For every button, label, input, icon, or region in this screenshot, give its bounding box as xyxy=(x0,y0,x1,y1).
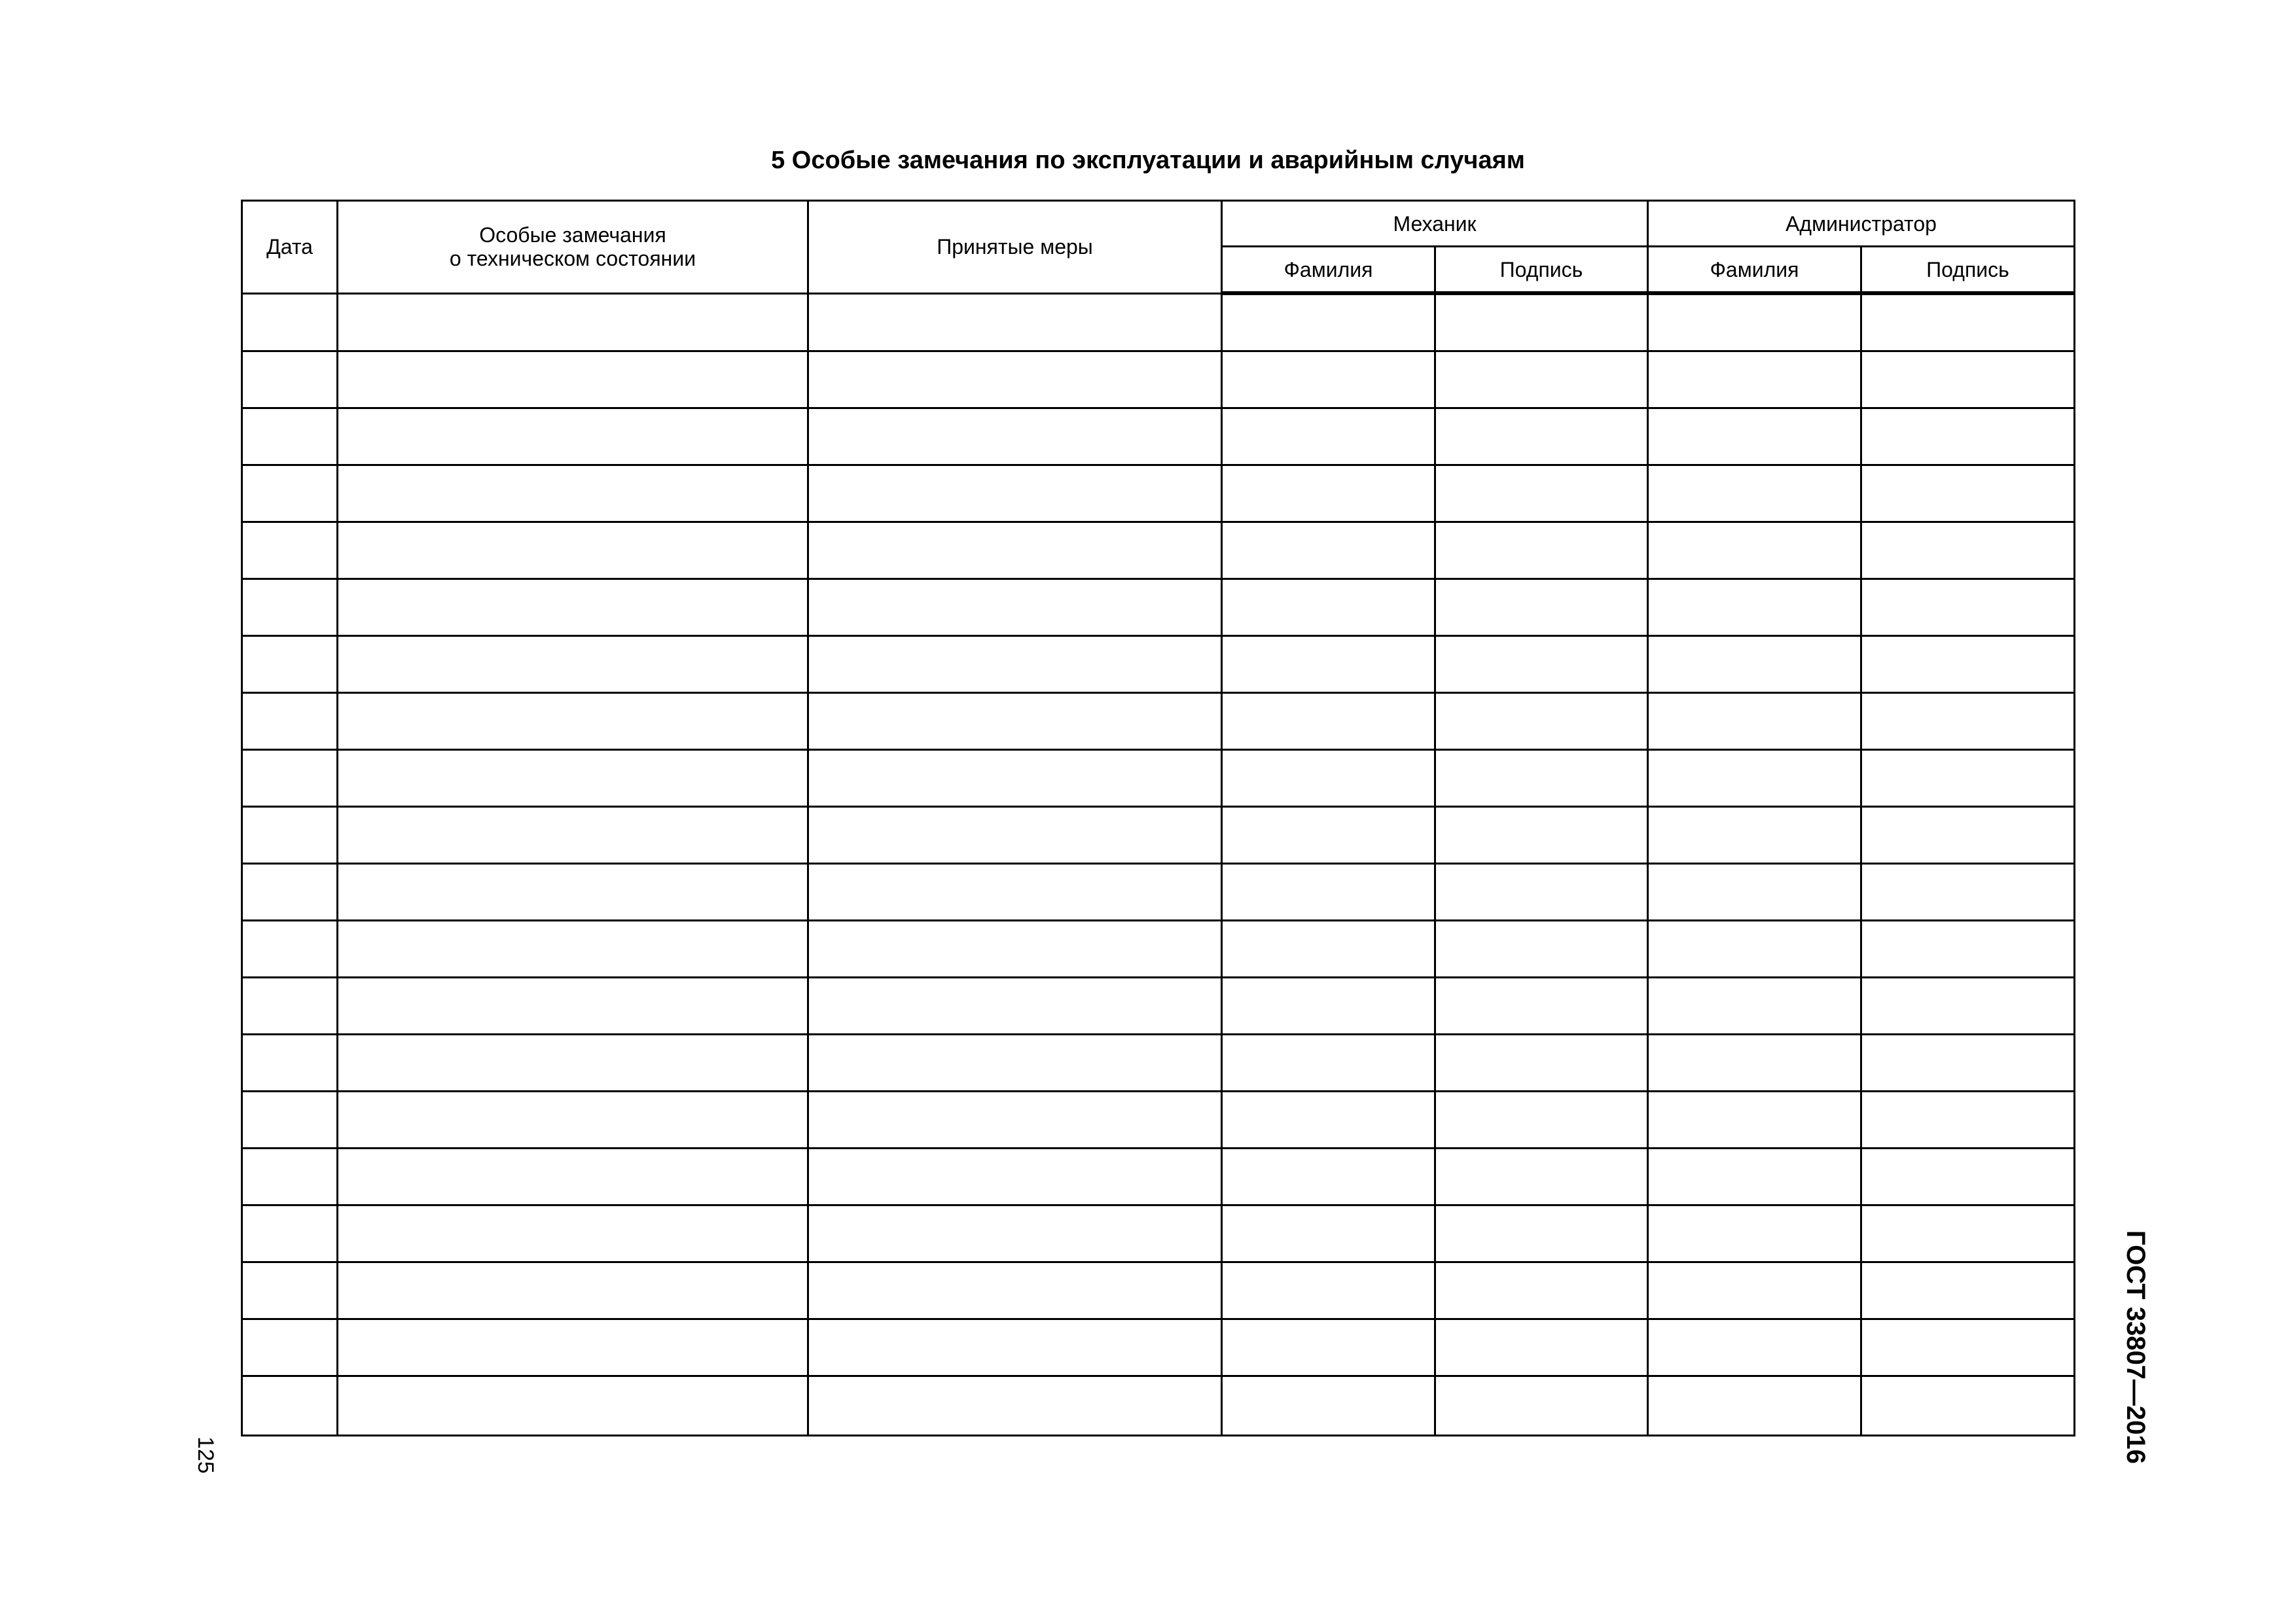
table-row xyxy=(242,408,2075,465)
remarks-cell xyxy=(338,978,808,1035)
measures-cell xyxy=(808,522,1222,579)
measures-cell xyxy=(808,921,1222,978)
admin-surname-cell xyxy=(1648,351,1861,408)
admin-surname-cell xyxy=(1648,1205,1861,1262)
admin-signature-cell xyxy=(1861,807,2075,864)
admin-signature-cell xyxy=(1861,1205,2075,1262)
remarks-cell xyxy=(338,807,808,864)
mechanic-signature-cell xyxy=(1435,1035,1648,1092)
table-row xyxy=(242,921,2075,978)
mechanic-surname-cell xyxy=(1222,351,1435,408)
measures-cell xyxy=(808,807,1222,864)
header-admin-signature: Подпись xyxy=(1861,247,2075,294)
mechanic-signature-cell xyxy=(1435,522,1648,579)
mechanic-signature-cell xyxy=(1435,750,1648,807)
admin-signature-cell xyxy=(1861,1262,2075,1319)
remarks-cell xyxy=(338,750,808,807)
measures-cell xyxy=(808,1376,1222,1436)
admin-surname-cell xyxy=(1648,636,1861,693)
admin-surname-cell xyxy=(1648,293,1861,351)
admin-surname-cell xyxy=(1648,978,1861,1035)
mechanic-surname-cell xyxy=(1222,579,1435,636)
table-header xyxy=(242,201,2075,294)
table-row xyxy=(242,1262,2075,1319)
mechanic-surname-cell xyxy=(1222,465,1435,522)
mechanic-signature-cell xyxy=(1435,1376,1648,1436)
admin-signature-cell xyxy=(1861,465,2075,522)
date-cell xyxy=(242,921,338,978)
measures-cell xyxy=(808,293,1222,351)
mechanic-surname-cell xyxy=(1222,1149,1435,1205)
date-cell xyxy=(242,1319,338,1376)
admin-signature-cell xyxy=(1861,293,2075,351)
admin-surname-cell xyxy=(1648,1262,1861,1319)
admin-signature-cell xyxy=(1861,1035,2075,1092)
mechanic-signature-cell xyxy=(1435,579,1648,636)
table-row xyxy=(242,693,2075,750)
admin-signature-cell xyxy=(1861,1319,2075,1376)
admin-surname-cell xyxy=(1648,465,1861,522)
measures-cell xyxy=(808,693,1222,750)
date-cell xyxy=(242,465,338,522)
measures-cell xyxy=(808,1035,1222,1092)
mechanic-surname-cell xyxy=(1222,807,1435,864)
header-remarks-line2: о техническом состоянии xyxy=(449,247,696,271)
remarks-cell xyxy=(338,522,808,579)
table-row xyxy=(242,579,2075,636)
page-number: 125 xyxy=(193,1436,218,1474)
mechanic-surname-cell xyxy=(1222,1376,1435,1436)
mechanic-signature-cell xyxy=(1435,351,1648,408)
date-cell xyxy=(242,636,338,693)
date-cell xyxy=(242,1262,338,1319)
header-remarks xyxy=(338,201,808,294)
measures-cell xyxy=(808,1149,1222,1205)
header-date: Дата xyxy=(242,201,338,294)
table-row xyxy=(242,351,2075,408)
remarks-cell xyxy=(338,293,808,351)
admin-surname-cell xyxy=(1648,693,1861,750)
table-row xyxy=(242,807,2075,864)
admin-signature-cell xyxy=(1861,750,2075,807)
admin-signature-cell xyxy=(1861,978,2075,1035)
admin-signature-cell xyxy=(1861,864,2075,921)
remarks-cell xyxy=(338,1149,808,1205)
mechanic-signature-cell xyxy=(1435,864,1648,921)
measures-cell xyxy=(808,351,1222,408)
mechanic-surname-cell xyxy=(1222,636,1435,693)
admin-surname-cell xyxy=(1648,522,1861,579)
admin-surname-cell xyxy=(1648,1376,1861,1436)
admin-surname-cell xyxy=(1648,579,1861,636)
remarks-cell xyxy=(338,579,808,636)
date-cell xyxy=(242,1149,338,1205)
date-cell xyxy=(242,978,338,1035)
log-table xyxy=(241,200,2075,1436)
admin-signature-cell xyxy=(1861,921,2075,978)
measures-cell xyxy=(808,1205,1222,1262)
remarks-cell xyxy=(338,1319,808,1376)
date-cell xyxy=(242,1376,338,1436)
date-cell xyxy=(242,408,338,465)
remarks-cell xyxy=(338,1092,808,1149)
mechanic-signature-cell xyxy=(1435,636,1648,693)
remarks-cell xyxy=(338,1376,808,1436)
mechanic-surname-cell xyxy=(1222,1262,1435,1319)
admin-surname-cell xyxy=(1648,750,1861,807)
admin-signature-cell xyxy=(1861,693,2075,750)
table-row xyxy=(242,1376,2075,1436)
table-row xyxy=(242,978,2075,1035)
admin-signature-cell xyxy=(1861,1092,2075,1149)
mechanic-surname-cell xyxy=(1222,522,1435,579)
date-cell xyxy=(242,579,338,636)
mechanic-surname-cell xyxy=(1222,1205,1435,1262)
admin-signature-cell xyxy=(1861,351,2075,408)
measures-cell xyxy=(808,864,1222,921)
table-row xyxy=(242,1149,2075,1205)
measures-cell xyxy=(808,750,1222,807)
remarks-cell xyxy=(338,693,808,750)
admin-surname-cell xyxy=(1648,1035,1861,1092)
table-row xyxy=(242,1319,2075,1376)
table-body xyxy=(242,293,2075,1436)
remarks-cell xyxy=(338,636,808,693)
mechanic-surname-cell xyxy=(1222,293,1435,351)
admin-signature-cell xyxy=(1861,1149,2075,1205)
remarks-cell xyxy=(338,351,808,408)
measures-cell xyxy=(808,579,1222,636)
page-title: 5 Особые замечания по эксплуатации и аварийным случаям xyxy=(771,147,1525,174)
mechanic-signature-cell xyxy=(1435,1262,1648,1319)
table-row xyxy=(242,864,2075,921)
remarks-cell xyxy=(338,921,808,978)
admin-signature-cell xyxy=(1861,579,2075,636)
mechanic-surname-cell xyxy=(1222,921,1435,978)
mechanic-surname-cell xyxy=(1222,1319,1435,1376)
remarks-cell xyxy=(338,1035,808,1092)
header-admin-surname: Фамилия xyxy=(1648,247,1861,294)
remarks-cell xyxy=(338,465,808,522)
measures-cell xyxy=(808,408,1222,465)
mechanic-signature-cell xyxy=(1435,408,1648,465)
table-row xyxy=(242,1035,2075,1092)
mechanic-surname-cell xyxy=(1222,750,1435,807)
measures-cell xyxy=(808,978,1222,1035)
date-cell xyxy=(242,293,338,351)
remarks-cell xyxy=(338,864,808,921)
admin-surname-cell xyxy=(1648,408,1861,465)
table-row xyxy=(242,750,2075,807)
date-cell xyxy=(242,807,338,864)
date-cell xyxy=(242,693,338,750)
date-cell xyxy=(242,750,338,807)
mechanic-surname-cell xyxy=(1222,1035,1435,1092)
header-measures: Принятые меры xyxy=(808,201,1222,294)
mechanic-signature-cell xyxy=(1435,1149,1648,1205)
mechanic-signature-cell xyxy=(1435,807,1648,864)
mechanic-surname-cell xyxy=(1222,864,1435,921)
measures-cell xyxy=(808,636,1222,693)
mechanic-signature-cell xyxy=(1435,293,1648,351)
table-row xyxy=(242,293,2075,351)
mechanic-signature-cell xyxy=(1435,465,1648,522)
admin-surname-cell xyxy=(1648,864,1861,921)
admin-surname-cell xyxy=(1648,1149,1861,1205)
header-mechanic-signature: Подпись xyxy=(1435,247,1648,294)
admin-signature-cell xyxy=(1861,636,2075,693)
table-row xyxy=(242,636,2075,693)
table-row xyxy=(242,465,2075,522)
mechanic-surname-cell xyxy=(1222,693,1435,750)
admin-surname-cell xyxy=(1648,1319,1861,1376)
header-mechanic: Механик xyxy=(1222,201,1648,247)
remarks-cell xyxy=(338,1205,808,1262)
table-row xyxy=(242,1205,2075,1262)
measures-cell xyxy=(808,1092,1222,1149)
mechanic-signature-cell xyxy=(1435,1319,1648,1376)
date-cell xyxy=(242,1092,338,1149)
standard-code: ГОСТ 33807—2016 xyxy=(2121,1230,2150,1464)
admin-surname-cell xyxy=(1648,807,1861,864)
admin-signature-cell xyxy=(1861,1376,2075,1436)
mechanic-surname-cell xyxy=(1222,1092,1435,1149)
remarks-cell xyxy=(338,408,808,465)
date-cell xyxy=(242,1205,338,1262)
measures-cell xyxy=(808,465,1222,522)
table-row xyxy=(242,1092,2075,1149)
admin-signature-cell xyxy=(1861,522,2075,579)
measures-cell xyxy=(808,1319,1222,1376)
date-cell xyxy=(242,864,338,921)
mechanic-signature-cell xyxy=(1435,1205,1648,1262)
date-cell xyxy=(242,522,338,579)
mechanic-surname-cell xyxy=(1222,408,1435,465)
date-cell xyxy=(242,1035,338,1092)
admin-surname-cell xyxy=(1648,921,1861,978)
remarks-cell xyxy=(338,1262,808,1319)
mechanic-surname-cell xyxy=(1222,978,1435,1035)
measures-cell xyxy=(808,1262,1222,1319)
table-row xyxy=(242,522,2075,579)
header-row-top xyxy=(242,201,2075,247)
admin-surname-cell xyxy=(1648,1092,1861,1149)
mechanic-signature-cell xyxy=(1435,693,1648,750)
admin-signature-cell xyxy=(1861,408,2075,465)
header-mechanic-surname: Фамилия xyxy=(1222,247,1435,294)
header-remarks-line1: Особые замечания xyxy=(479,223,666,247)
mechanic-signature-cell xyxy=(1435,1092,1648,1149)
header-administrator: Администратор xyxy=(1648,201,2075,247)
date-cell xyxy=(242,351,338,408)
mechanic-signature-cell xyxy=(1435,978,1648,1035)
mechanic-signature-cell xyxy=(1435,921,1648,978)
